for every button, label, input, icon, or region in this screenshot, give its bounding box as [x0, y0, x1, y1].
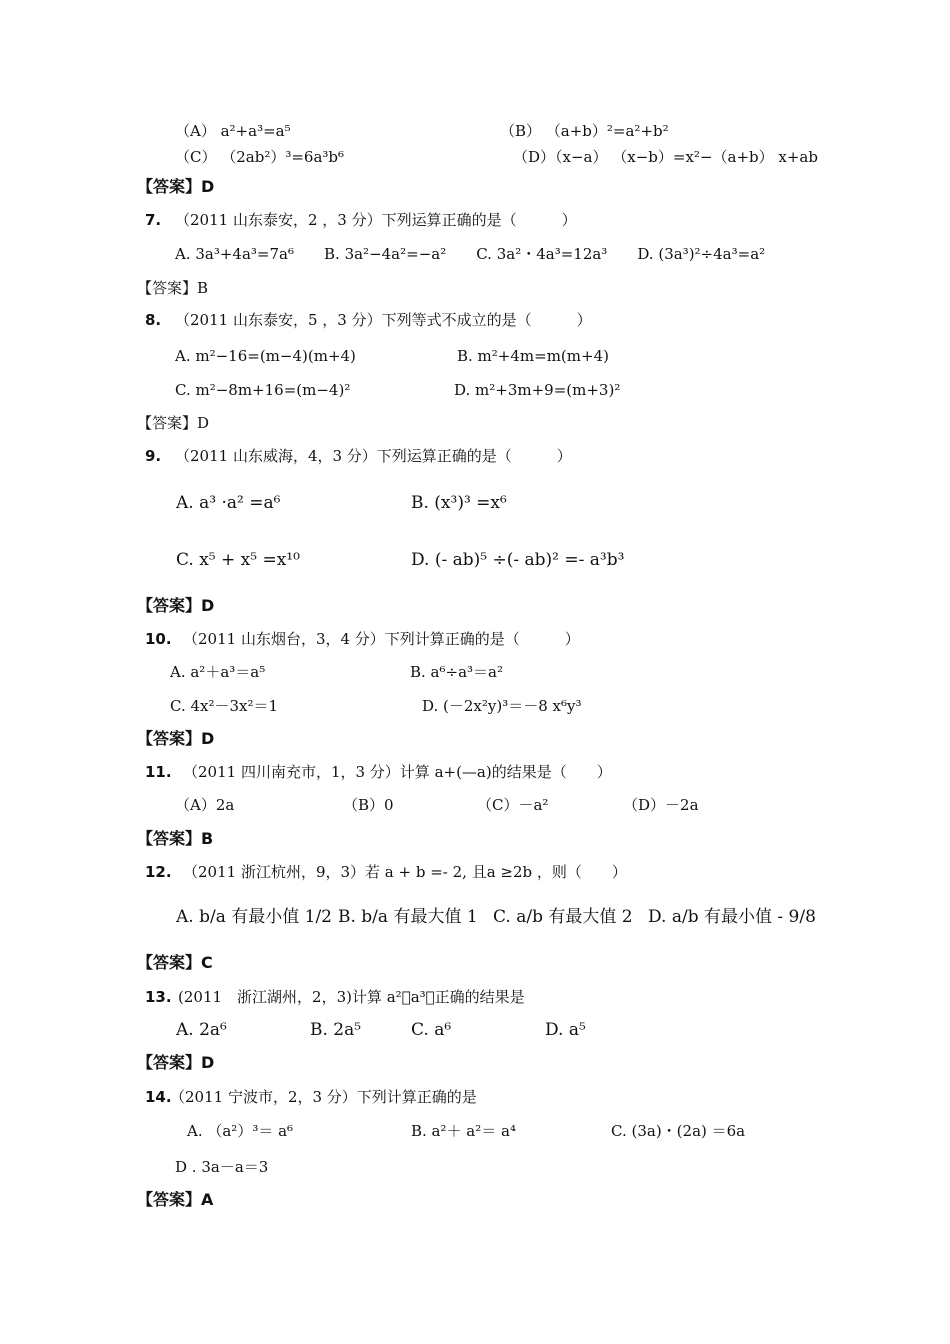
q8-option-d: D. m²+3m+9=(m+3)²	[454, 381, 621, 399]
q10-option-d: D. (－2x²y)³＝－8 x⁶y³	[422, 697, 582, 715]
q7-answer: 【答案】B	[137, 279, 209, 297]
q6-option-d: （D）（x−a） （x−b）=x²−（a+b） x+ab	[513, 148, 818, 166]
q12-option-b: B. b/a 有最大值 1	[338, 907, 478, 927]
q14-option-b: B. a²＋ a²＝ a⁴	[411, 1122, 516, 1140]
q12-answer: 【答案】C	[137, 953, 213, 972]
q12-option-d: D. a/b 有最小值 - 9/8	[648, 907, 816, 927]
q13-option-a: A. 2a⁶	[176, 1020, 227, 1040]
q8-option-b: B. m²+4m=m(m+4)	[457, 347, 609, 365]
q13-answer: 【答案】D	[137, 1053, 215, 1072]
q9-option-b: B. (x³)³ =x⁶	[411, 493, 507, 513]
q11-option-c: （C）－a²	[477, 796, 549, 814]
q10-answer: 【答案】D	[137, 729, 215, 748]
q8-stem: （2011 山东泰安，5 ，3 分）下列等式不成立的是（ ）	[175, 311, 592, 329]
q9-stem: （2011 山东威海，4，3 分）下列运算正确的是（ ）	[175, 447, 572, 465]
q12-option-c: C. a/b 有最大值 2	[493, 907, 633, 927]
q13-option-d: D. a⁵	[545, 1020, 586, 1040]
q14-option-a: A. （a²）³＝ a⁶	[187, 1122, 294, 1140]
q14-option-d: D . 3a－a＝3	[175, 1158, 269, 1176]
q14-answer: 【答案】A	[137, 1190, 214, 1209]
q12-number: 12.	[145, 863, 172, 881]
q9-option-a: A. a³ ·a² =a⁶	[176, 493, 281, 513]
q10-stem: （2011 山东烟台，3，4 分）下列计算正确的是（ ）	[183, 630, 580, 648]
q10-number: 10.	[145, 630, 172, 648]
q6-option-b: （B） （a+b）²=a²+b²	[500, 122, 669, 140]
q10-option-a: A. a²＋a³＝a⁵	[170, 663, 266, 681]
q10-option-c: C. 4x²－3x²＝1	[170, 697, 279, 715]
q8-answer: 【答案】D	[137, 414, 210, 432]
q12-stem: （2011 浙江杭州，9，3）若 a + b =- 2, 且a ≥2b ，则（ ）	[183, 863, 627, 881]
q7-stem: （2011 山东泰安，2 ，3 分）下列运算正确的是（ ）	[175, 211, 577, 229]
q12-option-a: A. b/a 有最小值 1/2	[176, 907, 332, 927]
q9-option-c: C. x⁵ + x⁵ =x¹⁰	[176, 550, 300, 570]
q11-option-b: （B）0	[343, 796, 394, 814]
q8-number: 8.	[145, 311, 162, 329]
q11-number: 11.	[145, 763, 172, 781]
q11-option-d: （D）－2a	[623, 796, 699, 814]
q9-number: 9.	[145, 447, 162, 465]
q14-stem: （2011 宁波市，2，3 分）下列计算正确的是	[170, 1088, 477, 1106]
q14-number: 14.	[145, 1088, 172, 1106]
q9-answer: 【答案】D	[137, 596, 215, 615]
q13-number: 13.	[145, 988, 172, 1006]
q8-option-c: C. m²−8m+16=(m−4)²	[175, 381, 351, 399]
q6-option-c: （C） （2ab²）³=6a³b⁶	[175, 148, 345, 166]
q7-options: A. 3a³+4a³=7a⁶ B. 3a²−4a²=−a² C. 3a²・4a³=12a³ D. (3a³)²÷4a³=a²	[175, 245, 766, 263]
q13-option-c: C. a⁶	[411, 1020, 452, 1040]
q14-option-c: C. (3a)・(2a) ＝6a	[611, 1122, 746, 1140]
q13-stem: (2011 浙江湖州，2，3)计算 a²⃞a³，正确的结果是	[178, 988, 525, 1006]
q11-stem: （2011 四川南充市，1，3 分）计算 a+(—a)的结果是（ ）	[183, 763, 612, 781]
q7-number: 7.	[145, 211, 162, 229]
q11-option-a: （A）2a	[175, 796, 235, 814]
q9-option-d: D. (- ab)⁵ ÷(- ab)² =- a³b³	[411, 550, 625, 570]
q13-option-b: B. 2a⁵	[310, 1020, 362, 1040]
q10-option-b: B. a⁶÷a³＝a²	[410, 663, 503, 681]
q8-option-a: A. m²−16=(m−4)(m+4)	[175, 347, 356, 365]
q6-option-a: （A） a²+a³=a⁵	[175, 122, 291, 140]
q6-answer: 【答案】D	[137, 177, 215, 196]
q11-answer: 【答案】B	[137, 829, 214, 848]
